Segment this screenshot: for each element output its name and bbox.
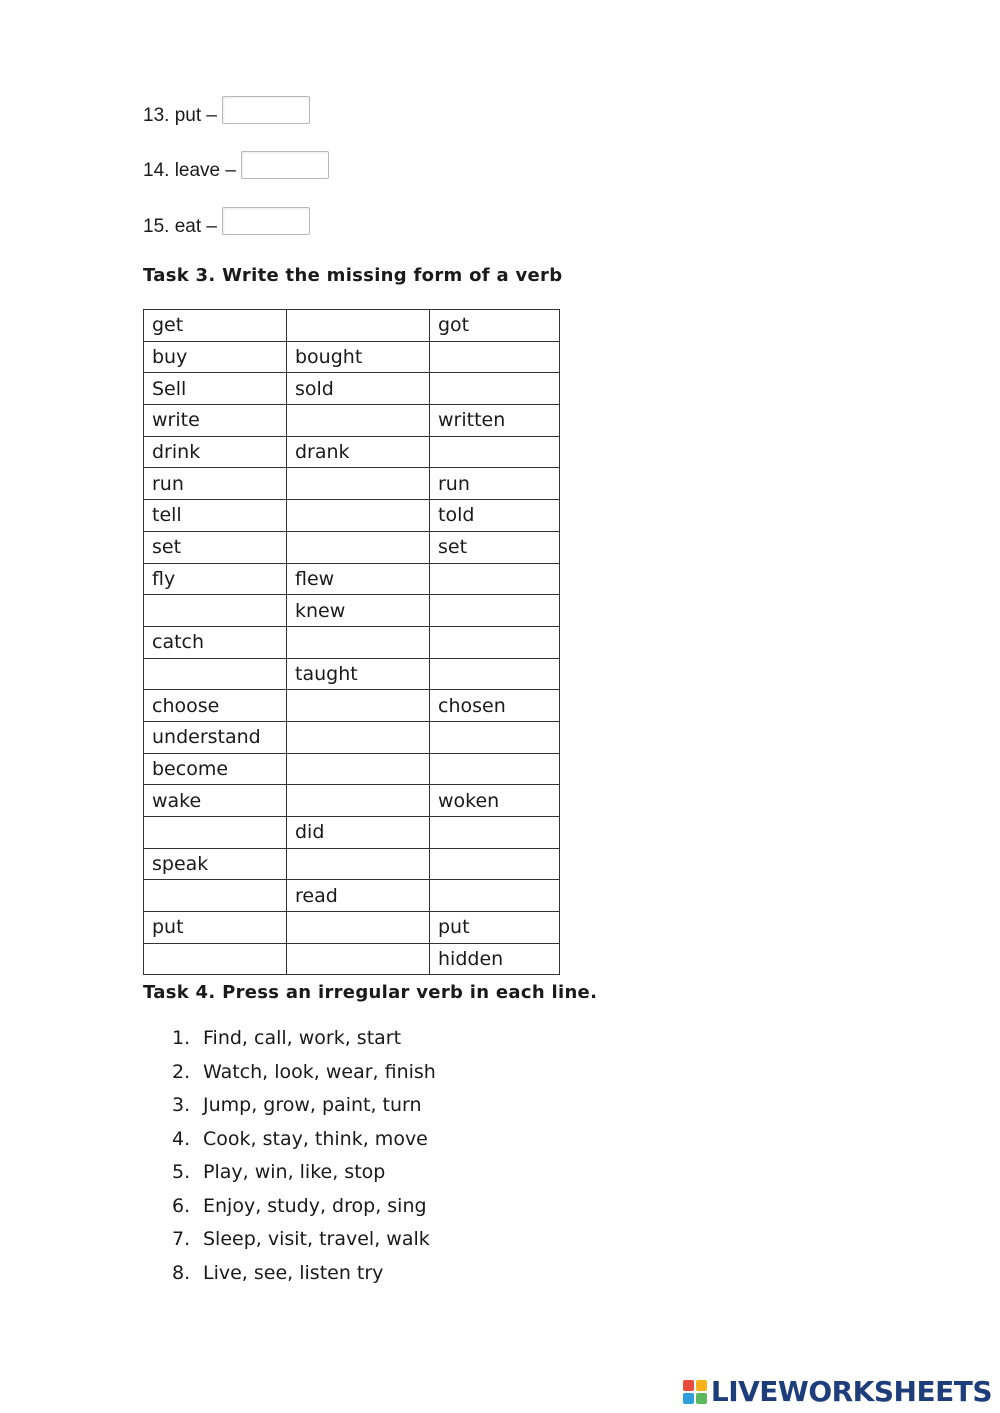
list-item[interactable] — [172, 1089, 436, 1123]
base-form-cell[interactable] — [144, 595, 287, 627]
past-simple-cell[interactable] — [287, 310, 430, 342]
base-form-cell: choose — [144, 690, 287, 722]
base-form-cell: drink — [144, 436, 287, 468]
logo-square — [696, 1393, 707, 1404]
past-participle-cell[interactable] — [430, 595, 560, 627]
answer-box-13[interactable] — [222, 96, 310, 124]
table-row — [144, 626, 560, 658]
item-text: Jump, grow, paint, turn — [203, 1094, 422, 1116]
past-participle-cell[interactable] — [430, 753, 560, 785]
past-participle-cell: set — [430, 531, 560, 563]
question-15 — [143, 207, 310, 238]
task4-list — [172, 1022, 436, 1290]
table-row — [144, 405, 560, 437]
past-simple-cell[interactable] — [287, 943, 430, 975]
table-row — [144, 912, 560, 944]
base-form-cell: put — [144, 912, 287, 944]
past-simple-cell[interactable] — [287, 785, 430, 817]
past-participle-cell: written — [430, 405, 560, 437]
list-item[interactable] — [172, 1156, 436, 1190]
item-number: 3. — [172, 1094, 191, 1116]
base-form-cell: set — [144, 531, 287, 563]
past-participle-cell[interactable] — [430, 626, 560, 658]
past-participle-cell: chosen — [430, 690, 560, 722]
past-simple-cell[interactable] — [287, 500, 430, 532]
table-row — [144, 943, 560, 975]
task3-heading: Task 3. Write the missing form of a verb — [143, 265, 563, 286]
item-text: Cook, stay, think, move — [203, 1127, 428, 1150]
base-form-cell: speak — [144, 848, 287, 880]
past-participle-cell[interactable] — [430, 563, 560, 595]
table-row — [144, 785, 560, 817]
past-participle-cell: put — [430, 912, 560, 944]
item-number: 2. — [172, 1060, 191, 1083]
past-participle-cell[interactable] — [430, 436, 560, 468]
base-form-cell[interactable] — [144, 658, 287, 690]
table-row — [144, 468, 560, 500]
past-participle-cell[interactable] — [430, 880, 560, 912]
base-form-cell: become — [144, 753, 287, 785]
list-item[interactable] — [172, 1022, 436, 1056]
base-form-cell[interactable] — [144, 880, 287, 912]
brand-logo — [683, 1375, 992, 1408]
past-participle-cell: woken — [430, 785, 560, 817]
base-form-cell: get — [144, 310, 287, 342]
table-row — [144, 531, 560, 563]
table-row — [144, 310, 560, 342]
question-label: 15. eat – — [143, 216, 217, 237]
past-participle-cell[interactable] — [430, 721, 560, 753]
base-form-cell: Sell — [144, 373, 287, 405]
list-item[interactable] — [172, 1123, 436, 1157]
answer-box-14[interactable] — [241, 151, 329, 179]
past-simple-cell[interactable] — [287, 531, 430, 563]
item-text: Watch, look, wear, finish — [203, 1060, 436, 1083]
base-form-cell: write — [144, 405, 287, 437]
table-row — [144, 848, 560, 880]
base-form-cell: catch — [144, 626, 287, 658]
item-number: 8. — [172, 1261, 191, 1284]
table-row — [144, 500, 560, 532]
base-form-cell: run — [144, 468, 287, 500]
table-row — [144, 690, 560, 722]
past-simple-cell[interactable] — [287, 912, 430, 944]
past-simple-cell[interactable] — [287, 626, 430, 658]
base-form-cell[interactable] — [144, 817, 287, 849]
task4-heading: Task 4. Press an irregular verb in each line. — [143, 982, 598, 1003]
base-form-cell: wake — [144, 785, 287, 817]
table-row — [144, 341, 560, 373]
past-simple-cell: taught — [287, 658, 430, 690]
past-simple-cell: read — [287, 880, 430, 912]
past-simple-cell[interactable] — [287, 721, 430, 753]
past-simple-cell: drank — [287, 436, 430, 468]
item-number: 1. — [172, 1027, 191, 1049]
past-simple-cell[interactable] — [287, 753, 430, 785]
answer-box-15[interactable] — [222, 207, 310, 235]
past-participle-cell[interactable] — [430, 848, 560, 880]
past-participle-cell: run — [430, 468, 560, 500]
table-row — [144, 563, 560, 595]
list-item[interactable] — [172, 1223, 436, 1257]
table-row — [144, 658, 560, 690]
question-label: 13. put – — [143, 105, 217, 126]
item-text: Sleep, visit, travel, walk — [203, 1228, 430, 1250]
item-text: Enjoy, study, drop, sing — [203, 1194, 427, 1217]
base-form-cell: understand — [144, 721, 287, 753]
past-simple-cell[interactable] — [287, 690, 430, 722]
table-row — [144, 880, 560, 912]
base-form-cell: fly — [144, 563, 287, 595]
item-number: 6. — [172, 1194, 191, 1217]
list-item[interactable] — [172, 1190, 436, 1224]
past-participle-cell: told — [430, 500, 560, 532]
table-row — [144, 436, 560, 468]
table-row — [144, 721, 560, 753]
table-row — [144, 373, 560, 405]
logo-square — [696, 1380, 707, 1391]
table-row — [144, 595, 560, 627]
logo-square — [683, 1393, 694, 1404]
past-participle-cell[interactable] — [430, 658, 560, 690]
past-simple-cell: did — [287, 817, 430, 849]
base-form-cell: buy — [144, 341, 287, 373]
list-item[interactable] — [172, 1257, 436, 1291]
list-item[interactable] — [172, 1056, 436, 1090]
past-participle-cell[interactable] — [430, 341, 560, 373]
past-simple-cell: sold — [287, 373, 430, 405]
item-text: Play, win, like, stop — [203, 1161, 386, 1183]
past-participle-cell[interactable] — [430, 373, 560, 405]
base-form-cell: tell — [144, 500, 287, 532]
past-simple-cell: knew — [287, 595, 430, 627]
item-number: 7. — [172, 1228, 191, 1250]
question-14 — [143, 151, 329, 182]
logo-square — [683, 1380, 694, 1391]
question-label: 14. leave – — [143, 160, 236, 181]
past-participle-cell: got — [430, 310, 560, 342]
item-text: Find, call, work, start — [203, 1027, 402, 1049]
base-form-cell[interactable] — [144, 943, 287, 975]
brand-name: LIVEWORKSHEETS — [710, 1375, 992, 1408]
question-13 — [143, 96, 310, 127]
past-simple-cell[interactable] — [287, 405, 430, 437]
item-number: 4. — [172, 1127, 191, 1150]
table-row — [144, 817, 560, 849]
past-simple-cell[interactable] — [287, 468, 430, 500]
liveworksheets-logo-icon — [683, 1380, 707, 1404]
item-number: 5. — [172, 1161, 191, 1183]
verb-forms-table — [143, 309, 560, 975]
past-simple-cell[interactable] — [287, 848, 430, 880]
past-participle-cell: hidden — [430, 943, 560, 975]
past-participle-cell[interactable] — [430, 817, 560, 849]
table-row — [144, 753, 560, 785]
past-simple-cell: flew — [287, 563, 430, 595]
past-simple-cell: bought — [287, 341, 430, 373]
item-text: Live, see, listen try — [203, 1261, 384, 1284]
